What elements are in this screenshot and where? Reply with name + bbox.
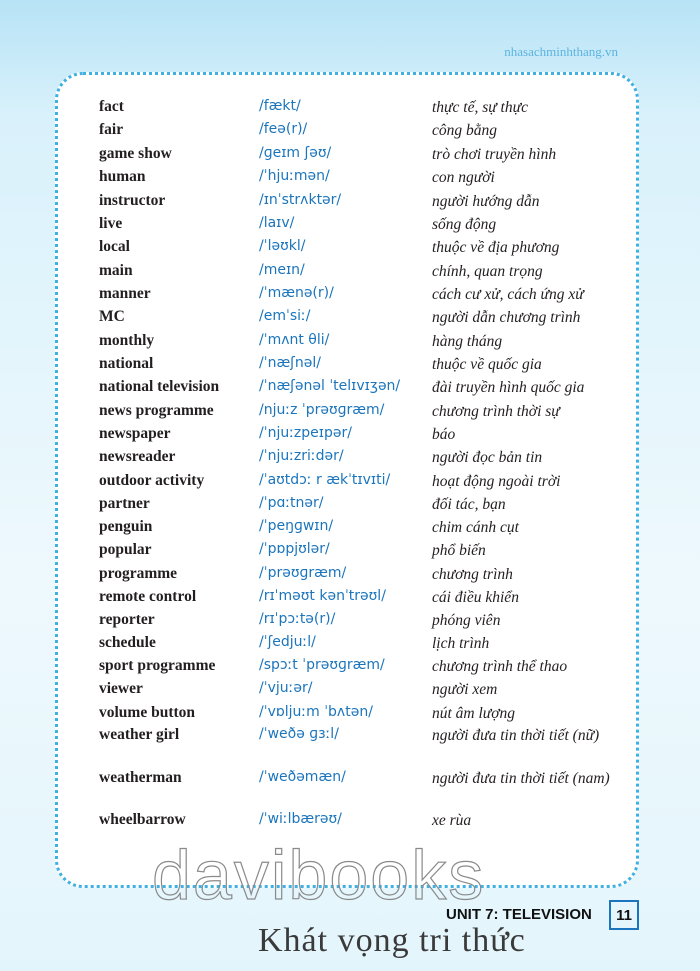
vocab-ipa: /rɪˈpɔːtə(r)/ [259, 611, 336, 627]
vocab-word: news programme [99, 402, 214, 419]
vocab-word: fact [99, 98, 124, 115]
vocab-word: remote control [99, 588, 197, 605]
vocab-meaning: lịch trình [432, 635, 490, 652]
vocab-word: human [99, 168, 146, 185]
vocab-ipa: /meɪn/ [259, 262, 305, 278]
vocab-meaning: người đưa tin thời tiết (nam) [432, 770, 610, 787]
vocab-word: fair [99, 121, 124, 138]
vocab-ipa: /spɔːt ˈprəʊɡræm/ [259, 657, 385, 673]
vocab-ipa: /ˈpɑːtnər/ [259, 495, 324, 511]
vocab-ipa: /rɪˈməʊt kənˈtrəʊl/ [259, 588, 386, 604]
vocab-ipa: /fækt/ [259, 98, 301, 114]
vocab-ipa: /ˈpɒpjʊlər/ [259, 541, 330, 557]
vocab-word: MC [99, 308, 125, 325]
vocab-meaning: người dẫn chương trình [432, 309, 581, 326]
vocab-meaning: đối tác, bạn [432, 496, 506, 513]
vocab-meaning: người hướng dẫn [432, 193, 540, 210]
vocab-word: manner [99, 285, 151, 302]
vocab-word: main [99, 262, 133, 279]
vocab-ipa: /ˈmʌnt θli/ [259, 332, 330, 348]
vocab-meaning: chương trình thể thao [432, 658, 568, 675]
vocab-word: volume button [99, 704, 196, 721]
vocab-word: outdoor activity [99, 472, 205, 489]
vocab-ipa: /ˈweðə ɡɜːl/ [259, 726, 339, 742]
vocab-ipa: /ˈləʊkl/ [259, 238, 306, 254]
vocab-word: newsreader [99, 448, 176, 465]
watermark-slogan: Khát vọng tri thức [258, 922, 526, 959]
vocab-meaning: hàng tháng [432, 333, 503, 350]
vocab-meaning: cách cư xử, cách ứng xử [432, 286, 584, 303]
vocab-ipa: /ˈnjuːzpeɪpər/ [259, 425, 352, 441]
vocab-meaning: chương trình [432, 566, 513, 583]
vocab-word: national [99, 355, 154, 372]
page-number: 11 [609, 900, 639, 930]
vocab-meaning: báo [432, 426, 456, 443]
vocab-meaning: công bằng [432, 122, 498, 139]
vocab-word: instructor [99, 192, 166, 209]
vocab-meaning: phóng viên [432, 612, 501, 629]
vocab-ipa: /ɪnˈstrʌktər/ [259, 192, 342, 208]
vocab-meaning: hoạt động ngoài trời [432, 473, 561, 490]
vocab-ipa: /laɪv/ [259, 215, 295, 231]
vocab-word: weatherman [99, 769, 182, 786]
vocab-meaning: người đưa tin thời tiết (nữ) [432, 727, 600, 744]
vocab-ipa: /ɡeɪm ʃəʊ/ [259, 145, 332, 161]
vocab-word: popular [99, 541, 152, 558]
vocab-meaning: thuộc về địa phương [432, 239, 560, 256]
vocab-ipa: /ˈnæʃənəl ˈtelɪvɪʒən/ [259, 378, 401, 394]
vocab-meaning: đài truyền hình quốc gia [432, 379, 585, 396]
vocab-ipa: /njuːz ˈprəʊɡræm/ [259, 402, 385, 418]
vocab-ipa: /feə(r)/ [259, 121, 308, 137]
vocab-meaning: phổ biến [432, 542, 486, 559]
unit-title: UNIT 7: TELEVISION [446, 906, 592, 923]
vocab-word: programme [99, 565, 178, 582]
vocab-meaning: chim cánh cụt [432, 519, 519, 536]
vocab-word: wheelbarrow [99, 811, 186, 828]
vocab-meaning: thực tế, sự thực [432, 99, 528, 116]
vocab-ipa: /ˈwiːlbærəʊ/ [259, 811, 342, 827]
vocab-ipa: /ˈpeŋɡwɪn/ [259, 518, 334, 534]
vocab-word: penguin [99, 518, 153, 535]
website-url: nhasachminhthang.vn [504, 44, 618, 59]
vocab-meaning: sống động [432, 216, 497, 233]
vocab-ipa: /ˈaʊtdɔː r ækˈtɪvɪti/ [259, 472, 391, 488]
vocab-word: schedule [99, 634, 156, 651]
vocab-meaning: trò chơi truyền hình [432, 146, 557, 163]
vocab-word: weather girl [99, 726, 180, 743]
watermark-brand: davibooks [152, 836, 486, 914]
vocab-word: reporter [99, 611, 155, 628]
vocab-meaning: cái điều khiển [432, 589, 519, 606]
vocab-ipa: /ˈʃedjuːl/ [259, 634, 316, 650]
vocab-ipa: /ˈvjuːər/ [259, 680, 313, 696]
vocab-meaning: người xem [432, 681, 498, 698]
vocab-word: live [99, 215, 123, 232]
vocab-meaning: thuộc về quốc gia [432, 356, 542, 373]
vocab-word: national television [99, 378, 220, 395]
vocab-ipa: /ˈhjuːmən/ [259, 168, 330, 184]
vocab-word: sport programme [99, 657, 216, 674]
vocab-meaning: nút âm lượng [432, 705, 516, 722]
vocab-ipa: /ˈprəʊɡræm/ [259, 565, 347, 581]
vocab-meaning: xe rùa [432, 812, 472, 829]
vocab-ipa: /ˈweðəmæn/ [259, 769, 346, 785]
vocab-word: monthly [99, 332, 155, 349]
vocab-ipa: /ˈmænə(r)/ [259, 285, 334, 301]
vocab-word: newspaper [99, 425, 171, 442]
vocab-ipa: /ˈnæʃnəl/ [259, 355, 321, 371]
vocab-meaning: chương trình thời sự [432, 403, 560, 420]
vocab-ipa: /ˈvɒljuːm ˈbʌtən/ [259, 704, 373, 720]
vocab-meaning: người đọc bản tin [432, 449, 543, 466]
vocab-word: viewer [99, 680, 143, 697]
vocab-ipa: /ˈnjuːzriːdər/ [259, 448, 344, 464]
vocab-word: partner [99, 495, 150, 512]
vocab-meaning: chính, quan trọng [432, 263, 543, 280]
vocab-ipa: /emˈsiː/ [259, 308, 311, 324]
vocab-word: game show [99, 145, 172, 162]
vocab-word: local [99, 238, 130, 255]
vocab-meaning: con người [432, 169, 495, 186]
